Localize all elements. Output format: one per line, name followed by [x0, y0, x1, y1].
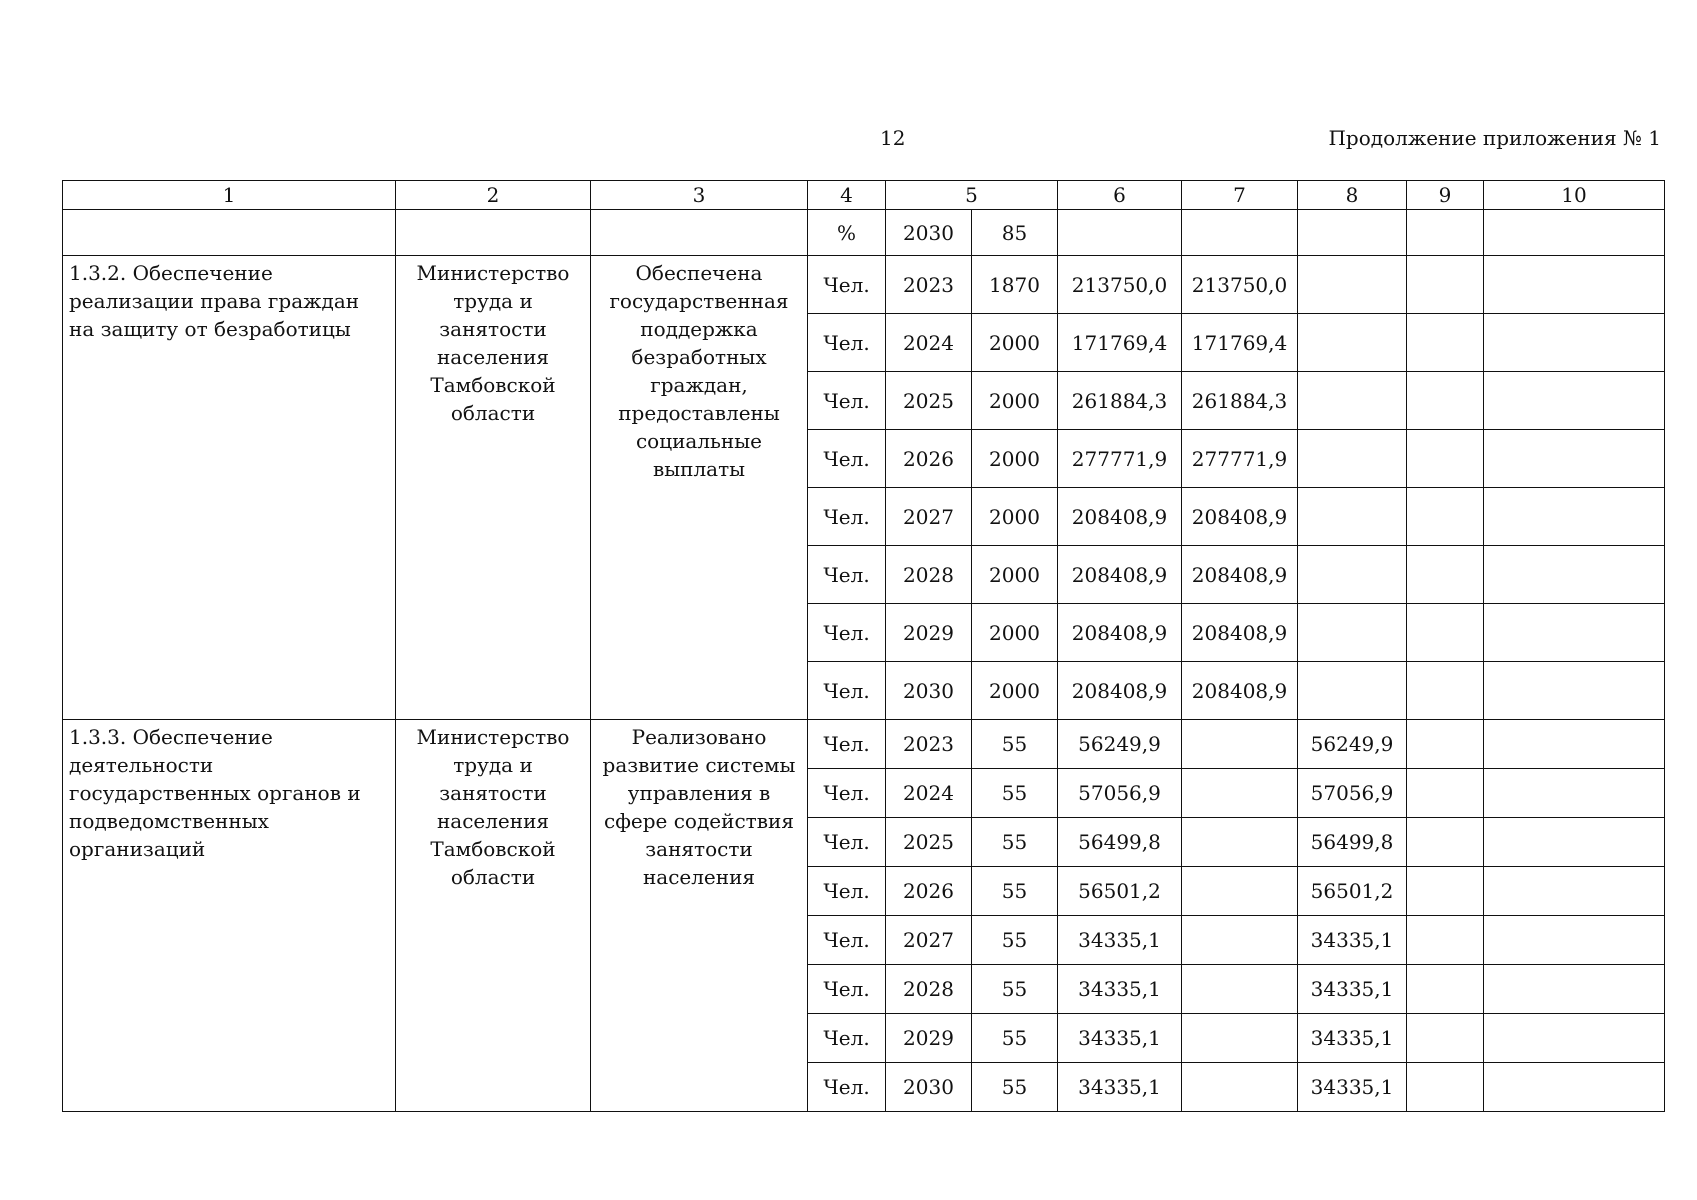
col7-cell: [1182, 1063, 1298, 1112]
col8-cell: 56249,9: [1298, 720, 1407, 769]
col10-cell: [1484, 256, 1665, 314]
year-cell: 2028: [886, 546, 972, 604]
col9-cell: [1407, 1063, 1484, 1112]
year-cell: 2024: [886, 314, 972, 372]
unit-cell: Чел.: [808, 430, 886, 488]
table-row: [63, 720, 1665, 769]
year-cell: 2028: [886, 965, 972, 1014]
column-number-row: [63, 181, 1665, 210]
col6-cell: 171769,4: [1058, 314, 1182, 372]
col9-cell: [1407, 372, 1484, 430]
value-cell: 55: [972, 1063, 1058, 1112]
column-number: 5: [886, 181, 1058, 210]
col9-cell: [1407, 256, 1484, 314]
value-cell: 2000: [972, 604, 1058, 662]
col9-cell: [1407, 769, 1484, 818]
col10-cell: [1484, 769, 1665, 818]
year-cell: 2030: [886, 210, 972, 256]
col8-cell: [1298, 256, 1407, 314]
value-cell: 2000: [972, 430, 1058, 488]
col10-cell: [1484, 720, 1665, 769]
year-cell: 2023: [886, 256, 972, 314]
col6-cell: 208408,9: [1058, 604, 1182, 662]
col8-cell: [1298, 604, 1407, 662]
unit-cell: Чел.: [808, 372, 886, 430]
unit-cell: Чел.: [808, 769, 886, 818]
col7-cell: [1182, 720, 1298, 769]
column-number: 7: [1182, 181, 1298, 210]
col8-cell: [1298, 314, 1407, 372]
col7-cell: 171769,4: [1182, 314, 1298, 372]
appendix-note: Продолжение приложения № 1: [1328, 126, 1661, 150]
value-cell: 2000: [972, 546, 1058, 604]
year-cell: 2024: [886, 769, 972, 818]
col6-cell: 56249,9: [1058, 720, 1182, 769]
col10-cell: [1484, 916, 1665, 965]
col7-cell: [1182, 818, 1298, 867]
value-cell: 2000: [972, 488, 1058, 546]
unit-cell: Чел.: [808, 604, 886, 662]
year-cell: 2025: [886, 818, 972, 867]
empty-cell: [591, 210, 808, 256]
unit-cell: Чел.: [808, 867, 886, 916]
column-number: 6: [1058, 181, 1182, 210]
value-cell: 1870: [972, 256, 1058, 314]
col6-cell: 34335,1: [1058, 965, 1182, 1014]
col7-cell: 213750,0: [1182, 256, 1298, 314]
column-number: 8: [1298, 181, 1407, 210]
table-row: [63, 256, 1665, 314]
col10-cell: [1484, 546, 1665, 604]
col9-cell: [1407, 430, 1484, 488]
unit-cell: Чел.: [808, 916, 886, 965]
col8-cell: [1298, 488, 1407, 546]
col6-cell: 57056,9: [1058, 769, 1182, 818]
result-description: Реализовано развитие системы управления в сфере содействия занятости населения: [591, 720, 808, 1112]
unit-cell: Чел.: [808, 965, 886, 1014]
col10-cell: [1484, 1063, 1665, 1112]
col6-cell: 34335,1: [1058, 916, 1182, 965]
col8-cell: [1298, 372, 1407, 430]
unit-cell: %: [808, 210, 886, 256]
column-number: 1: [63, 181, 396, 210]
empty-cell: [1182, 210, 1298, 256]
col6-cell: 34335,1: [1058, 1063, 1182, 1112]
year-cell: 2027: [886, 916, 972, 965]
col9-cell: [1407, 867, 1484, 916]
year-cell: 2030: [886, 662, 972, 720]
col9-cell: [1407, 818, 1484, 867]
year-cell: 2029: [886, 1014, 972, 1063]
executor-name: Министерство труда и занятости населения Тамбовской области: [396, 256, 591, 720]
value-cell: 2000: [972, 372, 1058, 430]
col6-cell: 261884,3: [1058, 372, 1182, 430]
value-cell: 55: [972, 965, 1058, 1014]
col7-cell: [1182, 1014, 1298, 1063]
measures-table: [62, 180, 1665, 1112]
col7-cell: [1182, 916, 1298, 965]
col6-cell: 208408,9: [1058, 662, 1182, 720]
col7-cell: [1182, 769, 1298, 818]
unit-cell: Чел.: [808, 662, 886, 720]
year-cell: 2030: [886, 1063, 972, 1112]
empty-cell: [63, 210, 396, 256]
empty-cell: [396, 210, 591, 256]
col6-cell: 208408,9: [1058, 546, 1182, 604]
col6-cell: 34335,1: [1058, 1014, 1182, 1063]
year-cell: 2029: [886, 604, 972, 662]
col9-cell: [1407, 965, 1484, 1014]
executor-name: Министерство труда и занятости населения Тамбовской области: [396, 720, 591, 1112]
value-cell: 85: [972, 210, 1058, 256]
year-cell: 2026: [886, 430, 972, 488]
col8-cell: [1298, 430, 1407, 488]
empty-cell: [1298, 210, 1407, 256]
unit-cell: Чел.: [808, 720, 886, 769]
unit-cell: Чел.: [808, 256, 886, 314]
col8-cell: 34335,1: [1298, 916, 1407, 965]
column-number: 3: [591, 181, 808, 210]
col10-cell: [1484, 965, 1665, 1014]
col6-cell: 208408,9: [1058, 488, 1182, 546]
unit-cell: Чел.: [808, 1063, 886, 1112]
col8-cell: 34335,1: [1298, 965, 1407, 1014]
col7-cell: 261884,3: [1182, 372, 1298, 430]
col7-cell: 208408,9: [1182, 546, 1298, 604]
carry-over-row: [63, 210, 1665, 256]
column-number: 10: [1484, 181, 1665, 210]
col10-cell: [1484, 372, 1665, 430]
col9-cell: [1407, 546, 1484, 604]
empty-cell: [1058, 210, 1182, 256]
measure-name: 1.3.3. Обеспечение деятельности государственных органов и подведомственных организаций: [63, 720, 396, 1112]
year-cell: 2027: [886, 488, 972, 546]
col8-cell: 56501,2: [1298, 867, 1407, 916]
col10-cell: [1484, 1014, 1665, 1063]
col7-cell: 208408,9: [1182, 662, 1298, 720]
value-cell: 55: [972, 720, 1058, 769]
col7-cell: [1182, 965, 1298, 1014]
col10-cell: [1484, 662, 1665, 720]
col8-cell: 34335,1: [1298, 1063, 1407, 1112]
unit-cell: Чел.: [808, 818, 886, 867]
col8-cell: 56499,8: [1298, 818, 1407, 867]
column-number: 2: [396, 181, 591, 210]
col9-cell: [1407, 720, 1484, 769]
col10-cell: [1484, 430, 1665, 488]
col9-cell: [1407, 314, 1484, 372]
unit-cell: Чел.: [808, 1014, 886, 1063]
year-cell: 2026: [886, 867, 972, 916]
column-number: 9: [1407, 181, 1484, 210]
col9-cell: [1407, 1014, 1484, 1063]
col6-cell: 56501,2: [1058, 867, 1182, 916]
value-cell: 55: [972, 1014, 1058, 1063]
col10-cell: [1484, 488, 1665, 546]
col10-cell: [1484, 604, 1665, 662]
col7-cell: 277771,9: [1182, 430, 1298, 488]
col8-cell: [1298, 662, 1407, 720]
value-cell: 55: [972, 916, 1058, 965]
unit-cell: Чел.: [808, 488, 886, 546]
unit-cell: Чел.: [808, 546, 886, 604]
value-cell: 2000: [972, 314, 1058, 372]
value-cell: 55: [972, 769, 1058, 818]
col6-cell: 213750,0: [1058, 256, 1182, 314]
col6-cell: 56499,8: [1058, 818, 1182, 867]
col8-cell: 57056,9: [1298, 769, 1407, 818]
col7-cell: 208408,9: [1182, 488, 1298, 546]
col7-cell: 208408,9: [1182, 604, 1298, 662]
column-number: 4: [808, 181, 886, 210]
value-cell: 55: [972, 867, 1058, 916]
col10-cell: [1484, 867, 1665, 916]
col10-cell: [1484, 818, 1665, 867]
col10-cell: [1484, 314, 1665, 372]
col8-cell: 34335,1: [1298, 1014, 1407, 1063]
measure-name: 1.3.2. Обеспечение реализации права граждан на защиту от безработицы: [63, 256, 396, 720]
col9-cell: [1407, 916, 1484, 965]
value-cell: 55: [972, 818, 1058, 867]
col7-cell: [1182, 867, 1298, 916]
col9-cell: [1407, 488, 1484, 546]
empty-cell: [1484, 210, 1665, 256]
col9-cell: [1407, 662, 1484, 720]
col8-cell: [1298, 546, 1407, 604]
page-number: 12: [880, 126, 906, 150]
value-cell: 2000: [972, 662, 1058, 720]
unit-cell: Чел.: [808, 314, 886, 372]
empty-cell: [1407, 210, 1484, 256]
col9-cell: [1407, 604, 1484, 662]
year-cell: 2025: [886, 372, 972, 430]
col6-cell: 277771,9: [1058, 430, 1182, 488]
year-cell: 2023: [886, 720, 972, 769]
result-description: Обеспечена государственная поддержка безработных граждан, предоставлены социальные выплаты: [591, 256, 808, 720]
